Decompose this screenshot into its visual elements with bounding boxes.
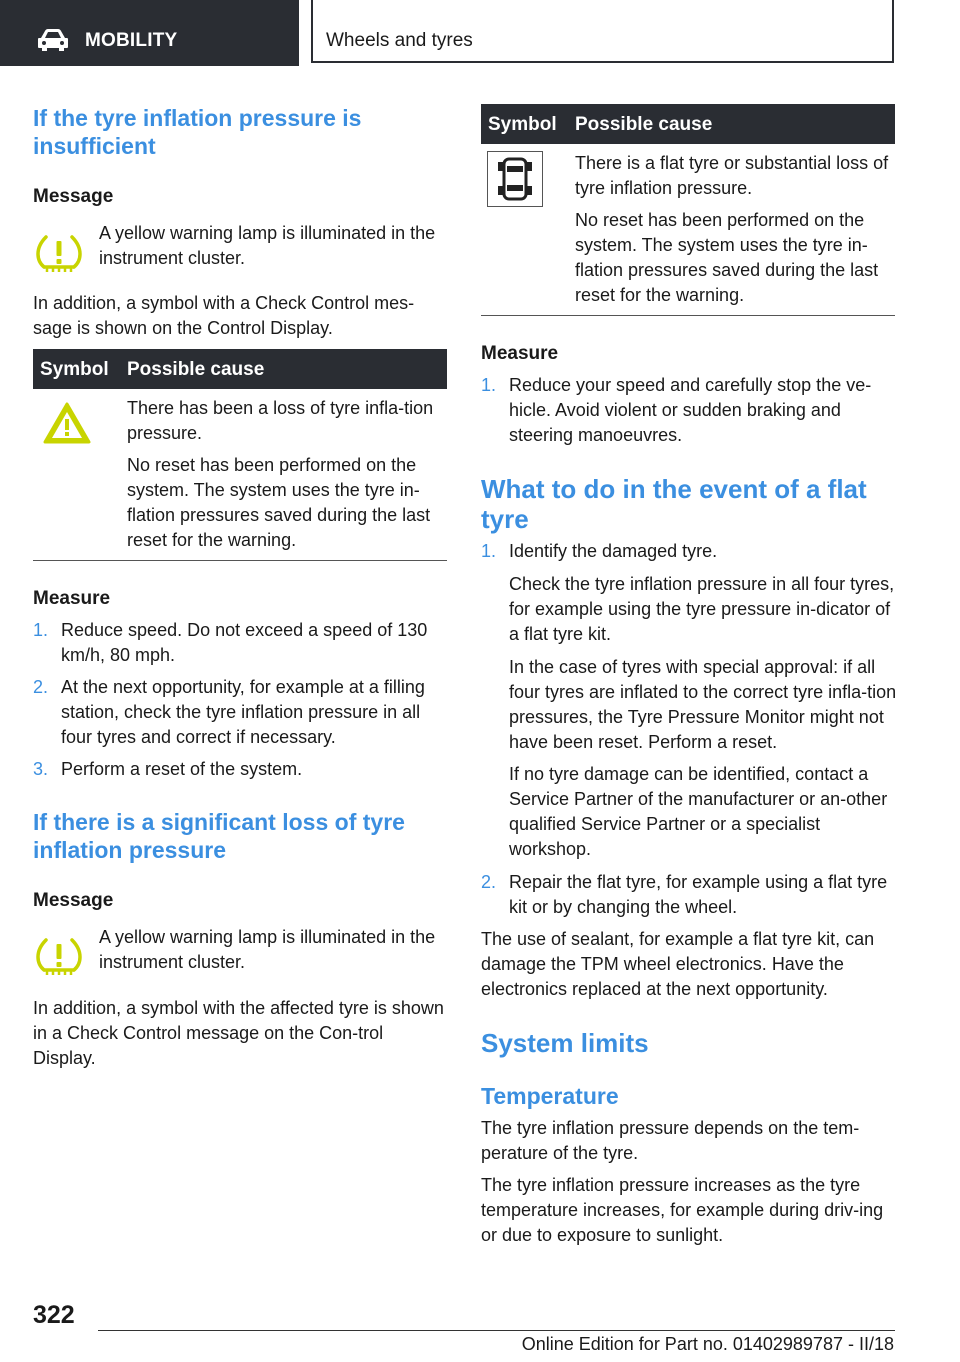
step-text: Reduce your speed and carefully stop the ve-hicle. Avoid violent or sudden braking and steering manoeuvres. [509,375,872,445]
edition-text: Online Edition for Part no. 01402989787 - II/18 [521,1334,894,1354]
page-number: 322 [33,1301,75,1329]
col-symbol: Symbol [40,359,109,380]
list-item [481,870,895,925]
tyre-warning-lamp-icon [36,936,82,976]
table-divider [33,560,447,561]
message-label: Message [33,890,114,911]
heading-insufficient: If the tyre inflation pressure is insufficient [33,105,362,159]
list-item [481,655,895,760]
addition-text: In addition, a symbol with the affected tyre is shown in a Check Control message on the Con-trol Display. [33,998,444,1068]
temperature-text-1: The tyre inflation pressure depends on the tem-perature of the tyre. [481,1118,860,1163]
step-text: Identify the damaged tyre. [509,541,718,561]
tyre-warning-lamp-icon [36,233,82,273]
heading-temperature: Temperature [481,1083,619,1109]
message-label: Message [33,186,114,207]
col-symbol: Symbol [488,114,557,135]
table-header [33,349,447,389]
list-item [481,539,895,565]
step-number: 1. [481,375,497,395]
list-item [481,572,895,652]
list-item [33,757,447,787]
step-text: If no tyre damage can be identified, contact a Service Partner of the manufacturer or an-other qualified Service Partner or a specialist workshop. [509,764,888,859]
table-divider [481,315,895,316]
cause-flat: There is a flat tyre or substantial loss of tyre inflation pressure. [575,153,889,198]
step-text: Repair the flat tyre, for example using a flat tyre kit or by changing the wheel. [509,872,888,917]
table-header [481,104,895,144]
step-number: 2. [33,677,49,697]
temperature-text-2: The tyre inflation pressure increases as the tyre temperature increases, for example during driv-ing or due to exposure to sunlight. [481,1175,884,1245]
step-text: Check the tyre inflation pressure in all four tyres, for example using the tyre pressure in-dicator of a flat tyre kit. [509,574,895,644]
list-item [481,762,895,867]
step-text: In the case of tyres with special approval: if all four tyres are inflated to the correct tyre infla-tion pressures, the Tyre Pressure Monitor might not have been reset. Perform a reset. [509,657,897,752]
warning-triangle-icon [42,401,92,445]
cause-loss: There has been a loss of tyre infla-tion pressure. [127,398,434,443]
step-text: At the next opportunity, for example at a filling station, check the tyre inflation pressure in all four tyres and correct if necessary. [61,677,425,747]
col-cause: Possible cause [127,359,265,380]
footer-divider [98,1330,895,1331]
measure-label: Measure [33,588,111,609]
sealant-note: The use of sealant, for example a flat tyre kit, can damage the TPM wheel electronics. Have the electronics replaced at the next opportunity. [481,929,875,999]
step-number: 1. [33,620,49,640]
col-cause: Possible cause [575,114,713,135]
heading-flat-tyre: What to do in the event of a flat tyre [481,474,867,534]
step-text: Perform a reset of the system. [61,759,303,779]
flat-tyre-car-icon [487,151,543,207]
message-text: A yellow warning lamp is illuminated in the instrument cluster. [99,927,436,972]
section-title: MOBILITY [85,30,178,51]
list-item [33,618,447,678]
addition-text: In addition, a symbol with a Check Control mes-sage is shown on the Control Display. [33,293,415,338]
right-column [481,0,897,1245]
step-text: Reduce speed. Do not exceed a speed of 130 km/h, 80 mph. [61,620,428,665]
step-number: 2. [481,872,497,892]
step-number: 3. [33,759,49,779]
list-item [481,373,895,453]
list-item [33,675,447,755]
measure-label: Measure [481,343,559,364]
heading-significant: If there is a significant loss of tyre inflation pressure [33,809,405,863]
cause-no-reset: No reset has been performed on the system. The system uses the tyre in-flation pressures saved during the last reset for the warning. [575,210,879,305]
cause-no-reset: No reset has been performed on the system. The system uses the tyre in-flation pressures saved during the last reset for the warning. [127,455,431,550]
step-number: 1. [481,541,497,561]
message-text: A yellow warning lamp is illuminated in the instrument cluster. [99,223,436,268]
heading-system-limits: System limits [481,1028,649,1058]
chapter-title: Wheels and tyres [326,30,473,51]
